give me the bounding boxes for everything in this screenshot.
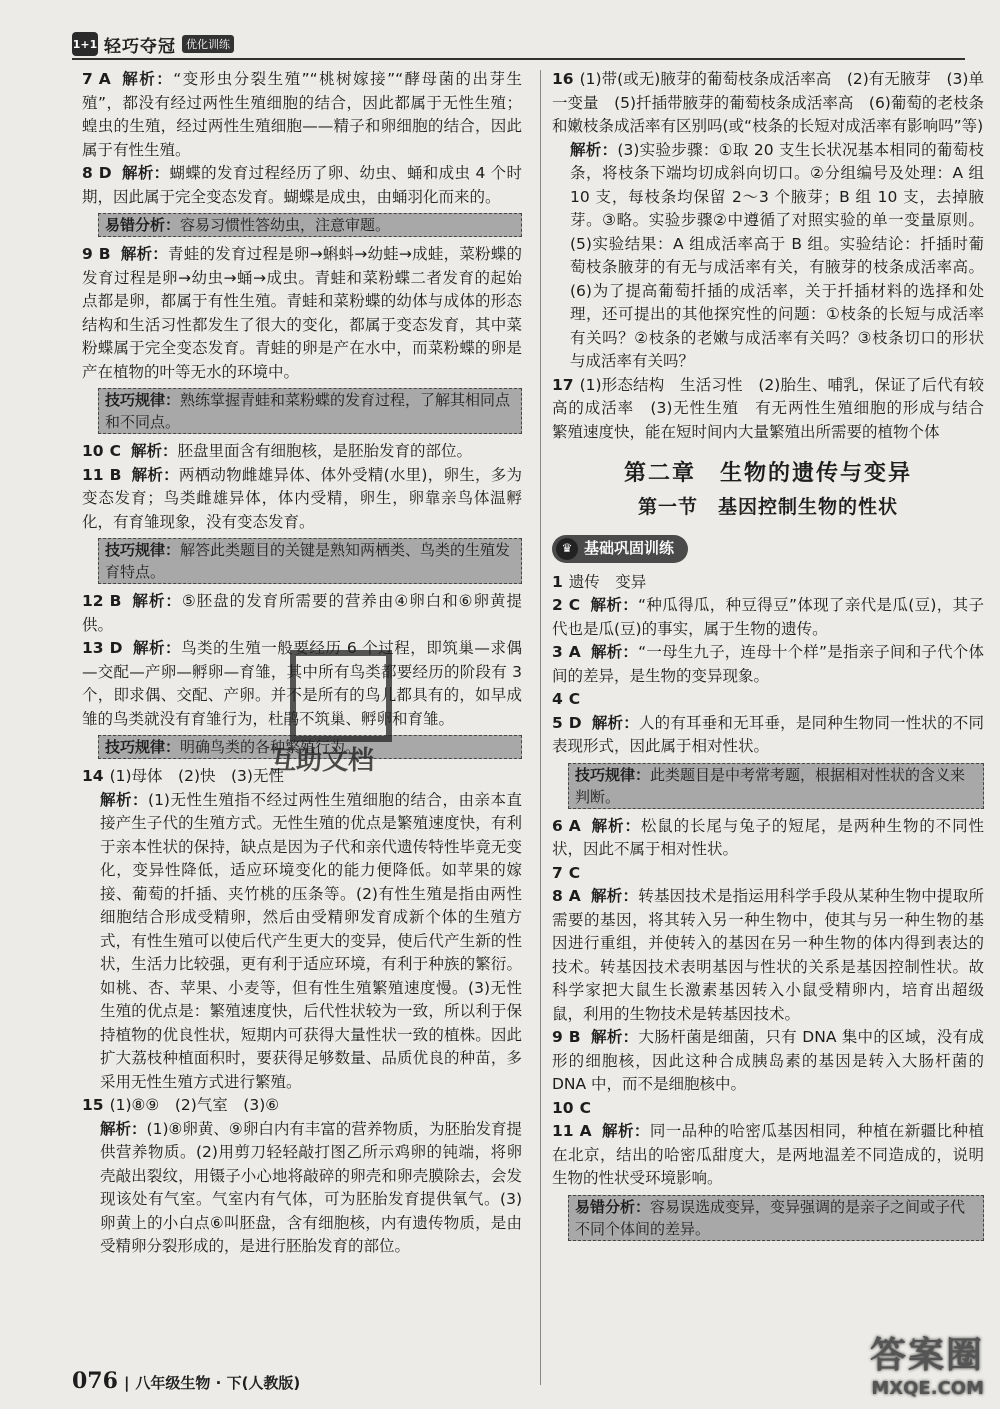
answer-text: (1)母体 (2)快 (3)无性 (109, 767, 284, 785)
answer-text: (1)无性生殖指不经过两性生殖细胞的结合，由亲本直接产生子代的生殖方式。无性生殖的优点是繁殖速度快，有利于亲本性状的保持，缺点是因为子代和亲代遗传特性毕竟无变化，变异性降低，适应环境变化的能力便降低。如苹果的嫁接、葡萄的扦插、夹竹桃的压条等。(2)有性生殖是指由两性细胞结合形成受精卵，然后由受精卵发育成新个体的生殖方式，有性生殖可以使后代产生更大的变异，使后代产生新的性状，生活力比较强，更有利于适应环境，有利于种族的繁衍。如桃、杏、苹果、小麦等，但有性生殖繁殖速度慢。(3)无性生殖的优点是：繁殖速度快，后代性状较为一致，所以利于保持植物的优良性状，短期内可获得大量性状一致的植株。因此扩大荔枝种植面积时，要获得足够数量、品质优良的种苗，多采用无性生殖方式进行繁殖。 (100, 790, 522, 1091)
question-number: 12 (82, 592, 104, 610)
tip-box (98, 213, 522, 237)
answer-item (552, 1097, 984, 1121)
answer-choice: B (109, 592, 122, 610)
question-number: 6 (552, 816, 563, 835)
answer-choice: C (109, 442, 121, 460)
answer-choice: C (568, 596, 581, 614)
answer-text: 胚盘里面含有细胞核，是胚胎发育的部位。 (177, 442, 472, 460)
explanation-label: 解析： (570, 140, 618, 159)
tip-label: 技巧规律： (105, 391, 181, 409)
answer-text: “一母生九子，连母十个样”是指亲子间和子代个体间的差异，是生物的变异现象。 (552, 643, 984, 685)
explanation-label: 解析： (590, 1028, 639, 1046)
tip-label: 技巧规律： (105, 541, 181, 559)
explanation-label: 解析： (100, 1119, 147, 1138)
tip-text: 解答此类题目的关键是熟知两栖类、鸟类的生殖发育特点。 (105, 541, 511, 581)
answer-text: 遗传 变异 (568, 572, 647, 591)
answer-text: 同一品种的哈密瓜基因相同，种植在新疆比种植在北京，结出的哈密瓜甜度大，是两地温差不同造成的，说明生物的性状受环境影响。 (552, 1122, 984, 1187)
explanation-label: 解析： (590, 596, 639, 614)
page-number: 076 (72, 1368, 118, 1394)
explanation-label: 解析： (120, 245, 169, 263)
question-number: 11 (552, 1122, 574, 1140)
section-badge (552, 535, 688, 563)
answer-item (82, 68, 522, 162)
answer-choice: B (98, 245, 111, 263)
tip-text: 容易误选成变异，变异强调的是亲子之间或子代不同个体间的差异。 (575, 1197, 966, 1238)
answer-text: 鸟类的生殖一般要经历 6 个过程，即筑巢—求偶—交配—产卵—孵卵—育雏，其中所有鸟类都要经历的阶段有 3 个，即求偶、交配、产卵。并不是所有的鸟儿都具有的，如早成雏的鸟类就没有育雏行为，杜鹃不筑巢、孵卵和育雏。 (82, 639, 522, 728)
tip-text: 容易习惯性答幼虫，注意审题。 (180, 216, 391, 234)
question-number: 3 (552, 643, 563, 661)
corner-logo-url: MXQE.COM (871, 1378, 984, 1399)
answer-item (82, 440, 522, 464)
question-number: 10 (552, 1098, 574, 1117)
answer-explanation (82, 789, 522, 1095)
tip-label: 技巧规律： (575, 765, 651, 784)
corner-logo-text: 答案圈 (869, 1335, 984, 1376)
answer-item (552, 571, 984, 595)
answer-explanation (82, 1118, 522, 1259)
question-number: 8 (82, 164, 93, 182)
answer-choice: C (568, 690, 581, 708)
right-bottom-answers (552, 571, 984, 1241)
brand (72, 30, 234, 58)
answer-item (82, 243, 522, 384)
answer-text: (3)实验步骤：①取 20 支生长状况基本相同的葡萄枝条，将枝条下端均切成斜向切口。②分组编号及处理：A 组 10 支，每枝条均保留 2～3 个腋芽；B 组 10 支，去掉腋芽。③略。实验步骤②中遵循了对照实验的单一变量原则。(5)实验结果：A 组成活率高于 B 组。实验结论：扦插时葡萄枝条腋芽的有无与成活率有关，有腋芽的枝条成活率高。(6)为了提高葡萄扦插的成活率，关于扦插材料的选择和处理，还可提出的其他探究性的问题：①枝条的长短与成活率有关吗？②枝条的老嫩与成活率有关吗？③枝条切口的形状与成活率有关吗？ (570, 140, 984, 370)
question-number: 11 (82, 465, 104, 484)
answer-item (82, 464, 522, 535)
answer-item (82, 590, 522, 637)
brand-tag: 优化训练 (182, 35, 234, 53)
column-divider (540, 70, 541, 1385)
tip-text: 明确鸟类的各种繁殖行为。 (180, 738, 361, 756)
answer-item (552, 374, 1000, 445)
answer-choice: C (579, 1098, 591, 1117)
answer-text: “种瓜得瓜，种豆得豆”体现了亲代是瓜(豆)，其子代也是瓜(豆)的事实，属于生物的遗传。 (552, 596, 984, 638)
explanation-label: 解析： (591, 713, 639, 732)
answer-item (552, 594, 984, 641)
tip-label: 易错分析： (575, 1197, 651, 1216)
answer-item (552, 1026, 984, 1097)
answer-choice: D (109, 639, 123, 657)
explanation-label: 解析： (590, 816, 641, 835)
question-number: 1 (552, 572, 563, 591)
explanation-label: 解析： (590, 643, 639, 661)
answer-text: (1)形态结构 生活习性 (2)胎生、哺乳，保证了后代有较高的成活率 (3)无性生殖 有无两性生殖细胞的形成与结合 繁殖速度快，能在短时间内大量繁殖出所需要的植物个体 (552, 375, 1000, 441)
answer-text: ⑤胚盘的发育所需要的营养由④卵白和⑥卵黄提供。 (82, 592, 522, 634)
answer-choice: D (98, 164, 112, 182)
answer-choice: B (568, 1028, 581, 1046)
answer-explanation (552, 139, 984, 374)
question-number: 8 (552, 887, 563, 905)
tip-box (98, 538, 522, 584)
answer-choice: C (568, 863, 581, 882)
watermark-text: 互助文档 (270, 746, 375, 776)
explanation-label: 解析： (590, 887, 639, 905)
tip-box (568, 763, 984, 809)
answer-text: 两栖动物雌雄异体、体外受精(水里)，卵生，多为变态发育；鸟类雌雄异体，体内受精，卵生，卵靠亲鸟体温孵化，有育雏现象，没有变态发育。 (82, 465, 522, 531)
answer-item (82, 1094, 522, 1118)
answer-item (552, 68, 984, 139)
answer-text: 蝴蝶的发育过程经历了卵、幼虫、蛹和成虫 4 个时期，因此属于完全变态发育。蝴蝶是成虫，由蛹羽化而来的。 (82, 164, 522, 206)
question-number: 4 (552, 690, 563, 708)
answer-item (82, 162, 522, 209)
footer-divider: | (123, 1374, 130, 1392)
answer-text: (1)带(或无)腋芽的葡萄枝条成活率高 (2)有无腋芽 (3)单一变量 (5)扦插带腋芽的葡萄枝条成活率高 (6)葡萄的老枝条和嫩枝条成活率有区别吗(或“枝条的长短对成活率有影响吗”等) (552, 70, 984, 135)
question-number: 2 (552, 596, 563, 614)
tip-box (568, 1195, 984, 1241)
answer-text: 青蛙的发育过程是卵→蝌蚪→幼蛙→成蛙，菜粉蝶的发育过程是卵→幼虫→蛹→成虫。青蛙和菜粉蝶二者发育的起始点都是卵，都属于有性生殖。青蛙和菜粉蝶的幼体与成体的形态结构和生活习性都发生了很大的变化，都属于变态发育，其中菜粉蝶属于完全变态发育。青蛙的卵是产在水中，而菜粉蝶的卵是产在植物的叶等无水的环境中。 (82, 245, 522, 381)
answer-item (552, 1120, 984, 1191)
question-number: 13 (82, 639, 104, 657)
tip-box (98, 388, 522, 434)
answer-item (552, 712, 984, 759)
answer-choice: A (579, 1122, 592, 1140)
question-number: 7 (552, 863, 563, 882)
badge-label: 基础巩固训练 (584, 539, 675, 557)
right-column (552, 68, 1000, 1247)
answer-item (552, 862, 984, 886)
tip-text: 熟练掌握青蛙和菜粉蝶的发育过程，了解其相同点和不同点。 (105, 391, 511, 431)
question-number: 17 (552, 375, 574, 394)
answer-choice: A (568, 887, 581, 905)
explanation-label: 解析： (121, 164, 170, 182)
tip-label: 易错分析： (105, 216, 181, 234)
answer-item (552, 815, 984, 862)
answer-choice: A (98, 70, 111, 88)
footer (72, 1368, 300, 1394)
question-number: 7 (82, 70, 93, 88)
right-top-answers (552, 68, 1000, 444)
answer-choice: D (568, 713, 582, 732)
answer-choice: A (568, 643, 581, 661)
answer-text: “变形虫分裂生殖”“桃树嫁接”“酵母菌的出芽生殖”，都没有经过两性生殖细胞的结合，因此都属于无性生殖；蝗虫的生殖，经过两性生殖细胞——精子和卵细胞的结合，因此属于有性生殖。 (82, 70, 522, 159)
corner-logo (870, 1327, 984, 1399)
section-title: 第一节 基因控制生物的性状 (637, 495, 898, 518)
answer-text: (1)⑧卵黄、⑨卵白内有丰富的营养物质，为胚胎发育提供营养物质。(2)用剪刀轻轻敲打图乙所示鸡卵的钝端，将卵壳敲出裂纹，用镊子小心地将敲碎的卵壳和卵壳膜除去，会发现该处有气室。气室内有气体，可为胚胎发育提供氧气。(3)卵黄上的小白点⑥叫胚盘，含有细胞核，内有遗传物质，是由受精卵分裂形成的，是进行胚胎发育的部位。 (100, 1119, 522, 1255)
answer-text: 松鼠的长尾与兔子的短尾，是两种生物的不同性状，因此不属于相对性状。 (552, 816, 984, 858)
question-number: 5 (552, 713, 563, 732)
explanation-label: 解析： (131, 592, 182, 610)
answer-text: (1)⑧⑨ (2)气室 (3)⑥ (109, 1096, 280, 1114)
question-number: 14 (82, 767, 104, 785)
header-rule (72, 58, 965, 60)
explanation-label: 解析： (130, 442, 178, 460)
brand-name: 轻巧夺冠 (104, 36, 176, 57)
answer-item (552, 885, 984, 1026)
answer-text: 转基因技术是指运用科学手段从某种生物中提取所需要的基因，将其转入另一种生物中，使其与另一种生物的基因进行重组，并使转入的基因在另一种生物的体内得到表达的技术。转基因技术表明基因与性状的关系是基因控制性状。故科学家把大鼠生长激素基因转入小鼠受精卵内，培育出超级鼠，利用的生物技术是转基因技术。 (552, 887, 984, 1023)
answer-choice: A (568, 816, 581, 835)
chapter-title: 第二章 生物的遗传与变异 (623, 461, 912, 486)
crown-icon: ♛ (556, 538, 578, 560)
question-number: 9 (82, 245, 93, 263)
answer-item (552, 688, 984, 712)
tip-label: 技巧规律： (105, 738, 181, 756)
watermark-stamp (290, 650, 392, 742)
answer-text: 人的有耳垂和无耳垂，是同种生物同一性状的不同表现形式，因此属于相对性状。 (552, 713, 984, 755)
question-number: 9 (552, 1028, 563, 1046)
explanation-label: 解析： (100, 790, 149, 809)
tip-text: 此类题目是中考常考题，根据相对性状的含义来判断。 (575, 765, 966, 806)
answer-choice: B (109, 465, 122, 484)
question-number: 15 (82, 1096, 104, 1114)
question-number: 16 (552, 70, 574, 88)
explanation-label: 解析： (120, 70, 174, 88)
explanation-label: 解析： (131, 465, 179, 484)
explanation-label: 解析： (601, 1122, 650, 1140)
answer-item (552, 641, 984, 688)
question-number: 10 (82, 442, 104, 460)
explanation-label: 解析： (132, 639, 182, 657)
footer-title: 八年级生物 · 下(人教版) (135, 1374, 301, 1392)
brand-logo: 1+1 (72, 32, 98, 56)
answer-text: 大肠杆菌是细菌，只有 DNA 集中的区域，没有成形的细胞核，因此这种合成胰岛素的基因是转入大肠杆菌的 DNA 中，而不是细胞核中。 (552, 1028, 984, 1093)
